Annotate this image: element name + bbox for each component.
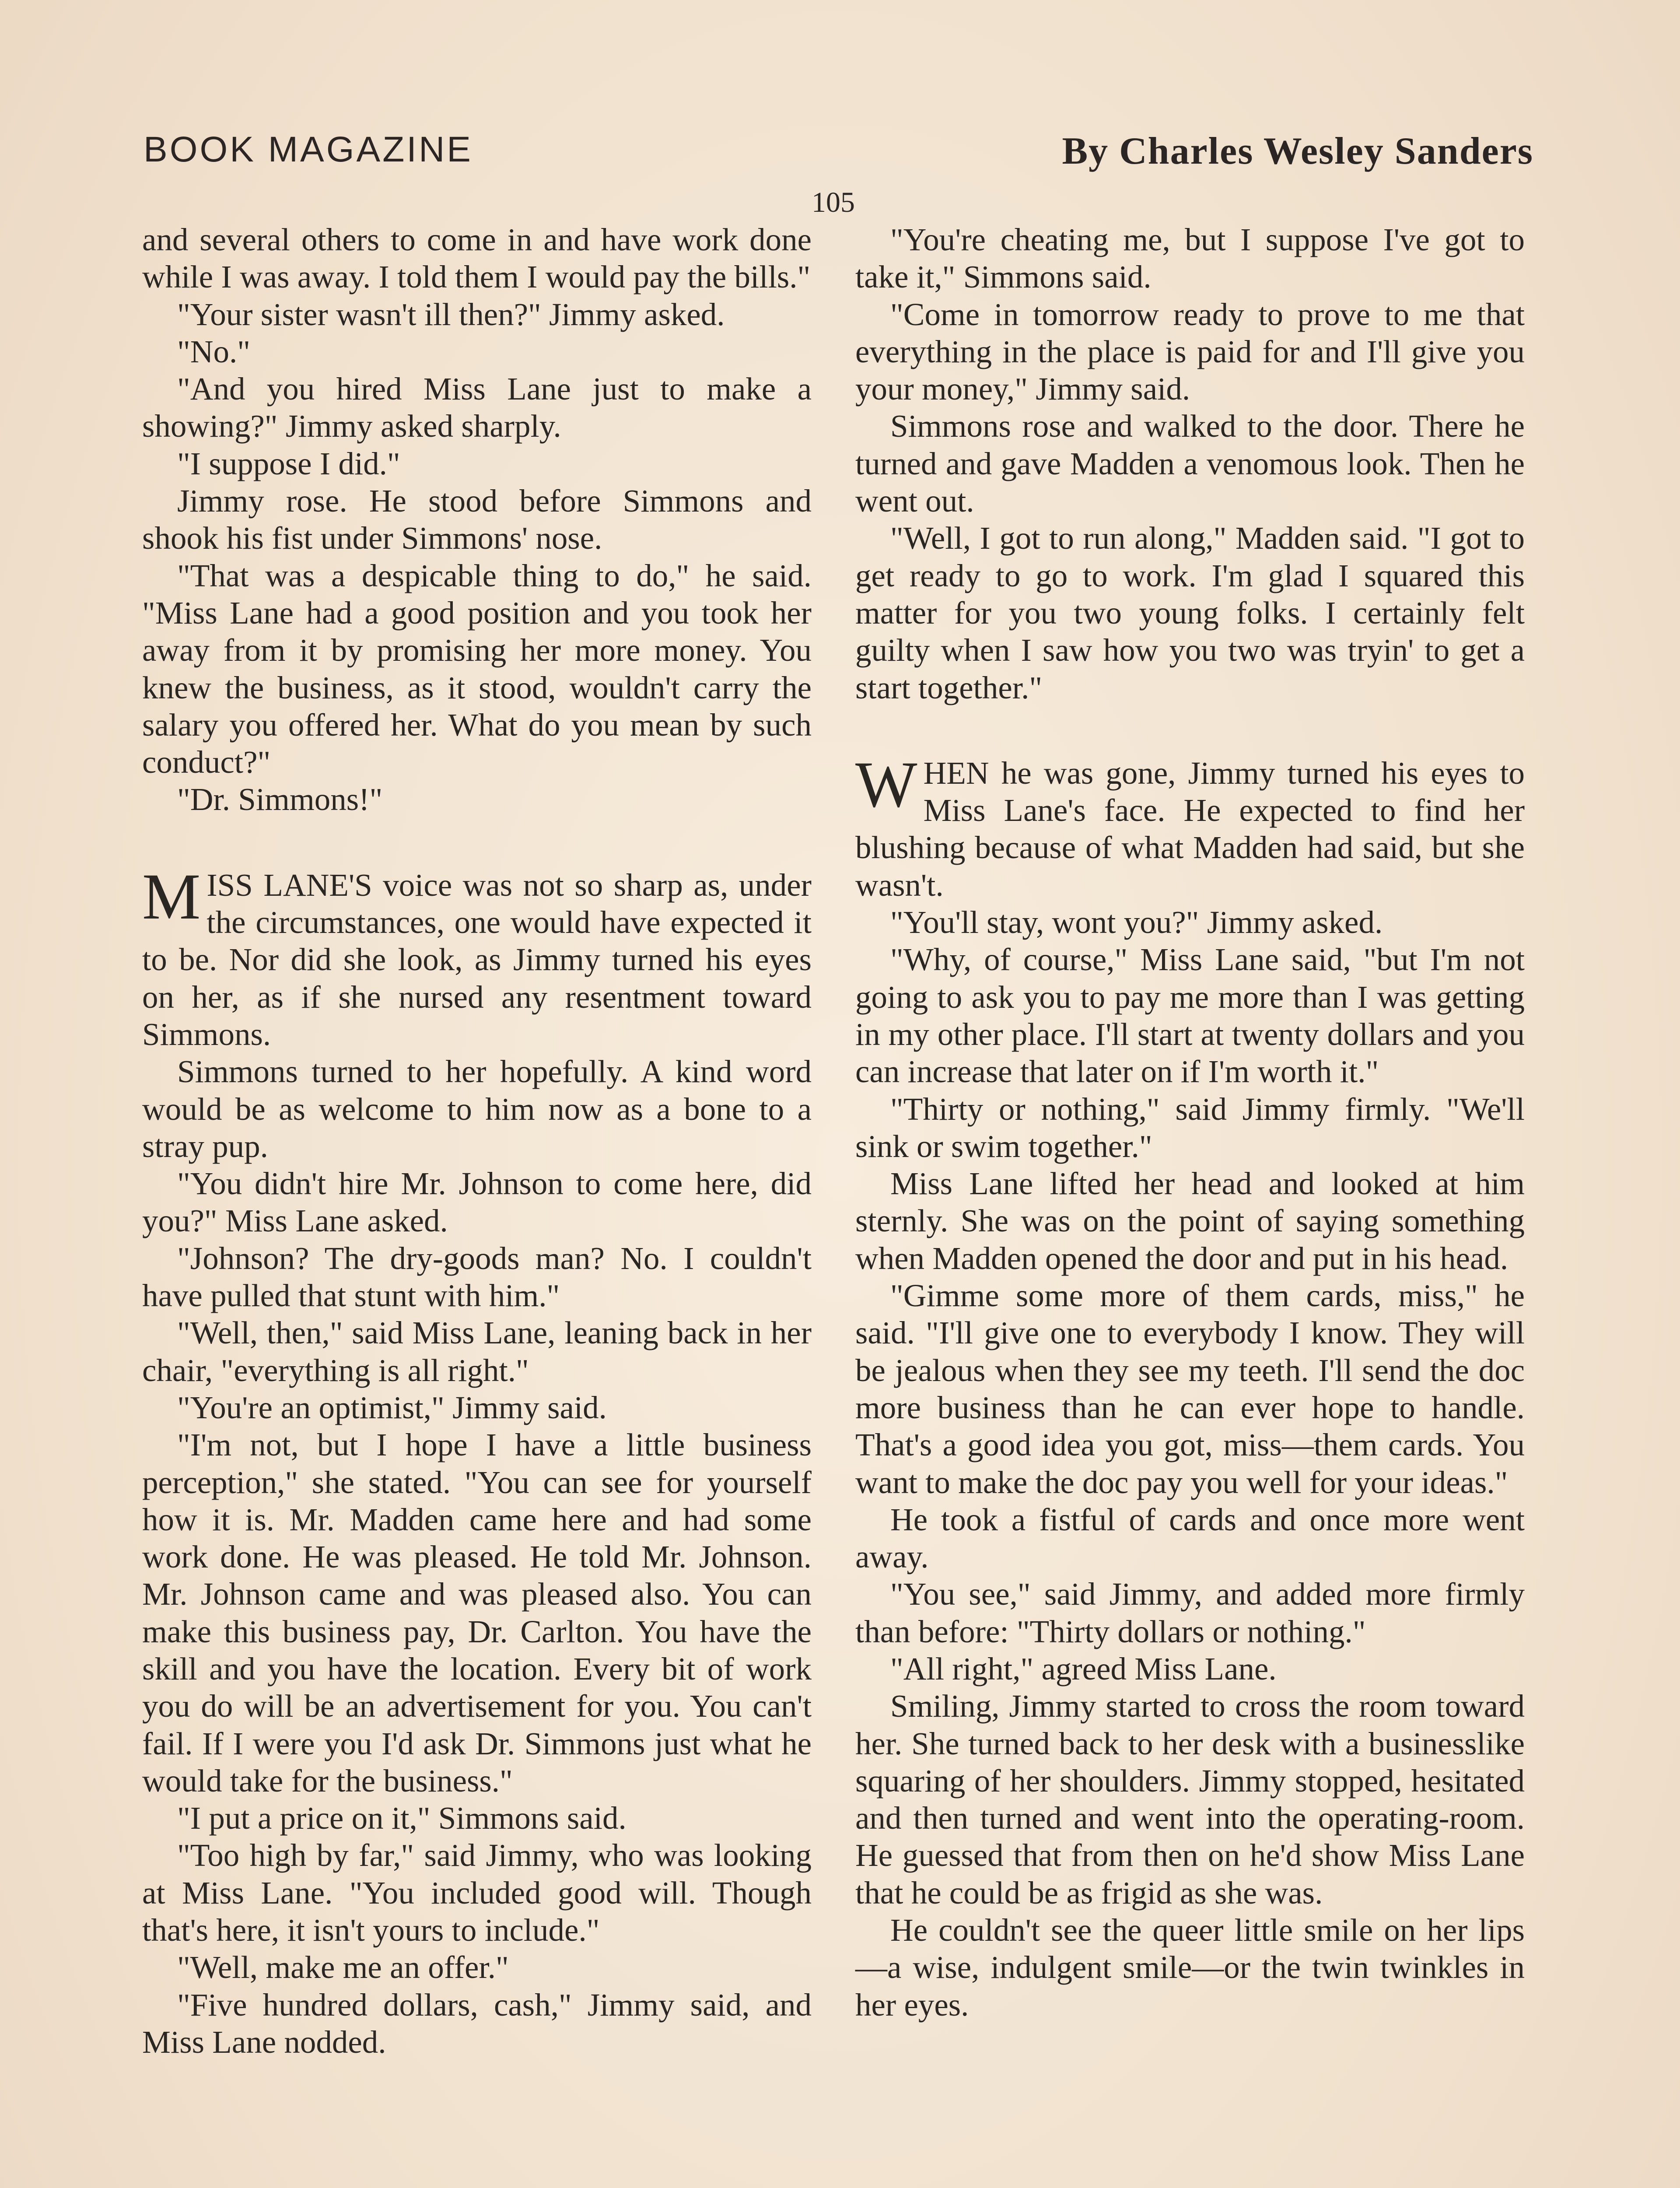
paragraph: "You're an optimist," Jimmy said. [177, 1389, 607, 1425]
paragraph: Smiling, Jimmy started to cross the room toward her. She turned back to her desk with a businesslike squaring of her shoulders. Jimmy stopped, hesitated and then turned and went into the operating-room. He guessed that from then on he'd show Miss Lane that he could be as frigid as she was. [855, 1688, 1525, 1911]
paragraph: "Dr. Simmons!" [177, 782, 383, 817]
paragraph: "Your sister wasn't ill then?" Jimmy asked. [177, 296, 725, 332]
paragraph: "You're cheating me, but I suppose I've got to take it," Simmons said. [855, 222, 1525, 295]
paragraph: "You didn't hire Mr. Johnson to come here, did you?" Miss Lane asked. [142, 1166, 812, 1239]
paragraph: Simmons turned to her hopefully. A kind word would be as welcome to him now as a bone to a stray pup. [142, 1054, 812, 1164]
page-number: 105 [812, 186, 855, 218]
paragraph: "And you hired Miss Lane just to make a showing?" Jimmy asked sharply. [142, 371, 812, 444]
section-opening-text: ISS LANE'S voice was not so sharp as, under the circumstances, one would have expected it to be. Nor did she look, as Jimmy turned his eyes on her, as if she nursed any resentment toward Simmons. [142, 867, 812, 1052]
section-opening-paragraph [855, 748, 1525, 904]
paragraph: He couldn't see the queer little smile on her lips—a wise, indulgent smile—or the twin twinkles in her eyes. [855, 1912, 1525, 2023]
magazine-title: BOOK MAGAZINE [144, 130, 473, 169]
paragraph: "I put a price on it," Simmons said. [177, 1800, 626, 1836]
paragraph: "You see," said Jimmy, and added more firmly than before: "Thirty dollars or nothing." [855, 1576, 1525, 1649]
paragraph: "Well, I got to run along," Madden said. "I got to get ready to go to work. I'm glad I squared this matter for you two young folks. I certainly felt guilty when I saw how you two was tryin' to get a start together." [855, 520, 1525, 705]
paragraph: "I'm not, but I hope I have a little business perception," she stated. "You can see for yourself how it is. Mr. Madden came here and had some work done. He was pleased. He told Mr. Johnson. Mr. Johnson came and was pleased also. You can make this business pay, Dr. Carlton. You have the skill and you have the location. Every bit of work you do will be an advertisement for you. You can't fail. If I were you I'd ask Dr. Simmons just what he would take for the business." [142, 1427, 812, 1799]
paragraph: "I suppose I did." [177, 445, 400, 481]
left-column [142, 221, 812, 2061]
paragraph: Jimmy rose. He stood before Simmons and shook his fist under Simmons' nose. [142, 483, 812, 556]
paragraph: "Well, then," said Miss Lane, leaning back in her chair, "everything is all right." [142, 1315, 812, 1388]
paragraph: "Why, of course," Miss Lane said, "but I'm not going to ask you to pay me more than I was getting in my other place. I'll start at twenty dollars and you can increase that later on if I'm worth it." [855, 942, 1525, 1090]
right-column [855, 221, 1525, 2023]
section-opening-paragraph [142, 860, 812, 1053]
paragraph: and several others to come in and have work done while I was away. I told them I would pay the bills." [142, 222, 812, 295]
paragraph: He took a fistful of cards and once more went away. [855, 1501, 1525, 1575]
paragraph: "Too high by far," said Jimmy, who was looking at Miss Lane. "You included good will. Though that's here, it isn't yours to include." [142, 1837, 812, 1948]
paragraph: Miss Lane lifted her head and looked at him sternly. She was on the point of saying something when Madden opened the door and put in his head. [855, 1166, 1525, 1276]
paragraph: "Johnson? The dry-goods man? No. I couldn't have pulled that stunt with him." [142, 1240, 812, 1314]
paragraph: "All right," agreed Miss Lane. [890, 1651, 1277, 1687]
drop-cap: W [855, 748, 917, 821]
paragraph: "No." [177, 333, 251, 369]
section-opening-text: HEN he was gone, Jimmy turned his eyes to Miss Lane's face. He expected to find her blushing because of what Madden had said, but she wasn't. [855, 755, 1525, 903]
author-byline: By Charles Wesley Sanders [1062, 130, 1533, 172]
paragraph: "Well, make me an offer." [177, 1950, 509, 1985]
paragraph: "Thirty or nothing," said Jimmy firmly. "We'll sink or swim together." [855, 1091, 1525, 1164]
paragraph: "That was a despicable thing to do," he said. "Miss Lane had a good position and you took her away from it by promising her more money. You knew the business, as it stood, wouldn't carry the salary you offered her. What do you mean by such conduct?" [142, 558, 812, 780]
paragraph: "Come in tomorrow ready to prove to me that everything in the place is paid for and I'll give you your money," Jimmy said. [855, 296, 1525, 407]
paragraph: "Five hundred dollars, cash," Jimmy said, and Miss Lane nodded. [142, 1987, 812, 2060]
paragraph: "Gimme some more of them cards, miss," he said. "I'll give one to everybody I know. They will be jealous when they see my teeth. I'll send the doc more business than he can ever hope to handle. That's a good idea you got, miss—them cards. You want to make the doc pay you well for your ideas." [855, 1278, 1525, 1500]
drop-cap: M [142, 860, 201, 933]
paragraph: Simmons rose and walked to the door. There he turned and gave Madden a venomous look. Then he went out. [855, 408, 1525, 519]
paragraph: "You'll stay, wont you?" Jimmy asked. [890, 905, 1383, 940]
